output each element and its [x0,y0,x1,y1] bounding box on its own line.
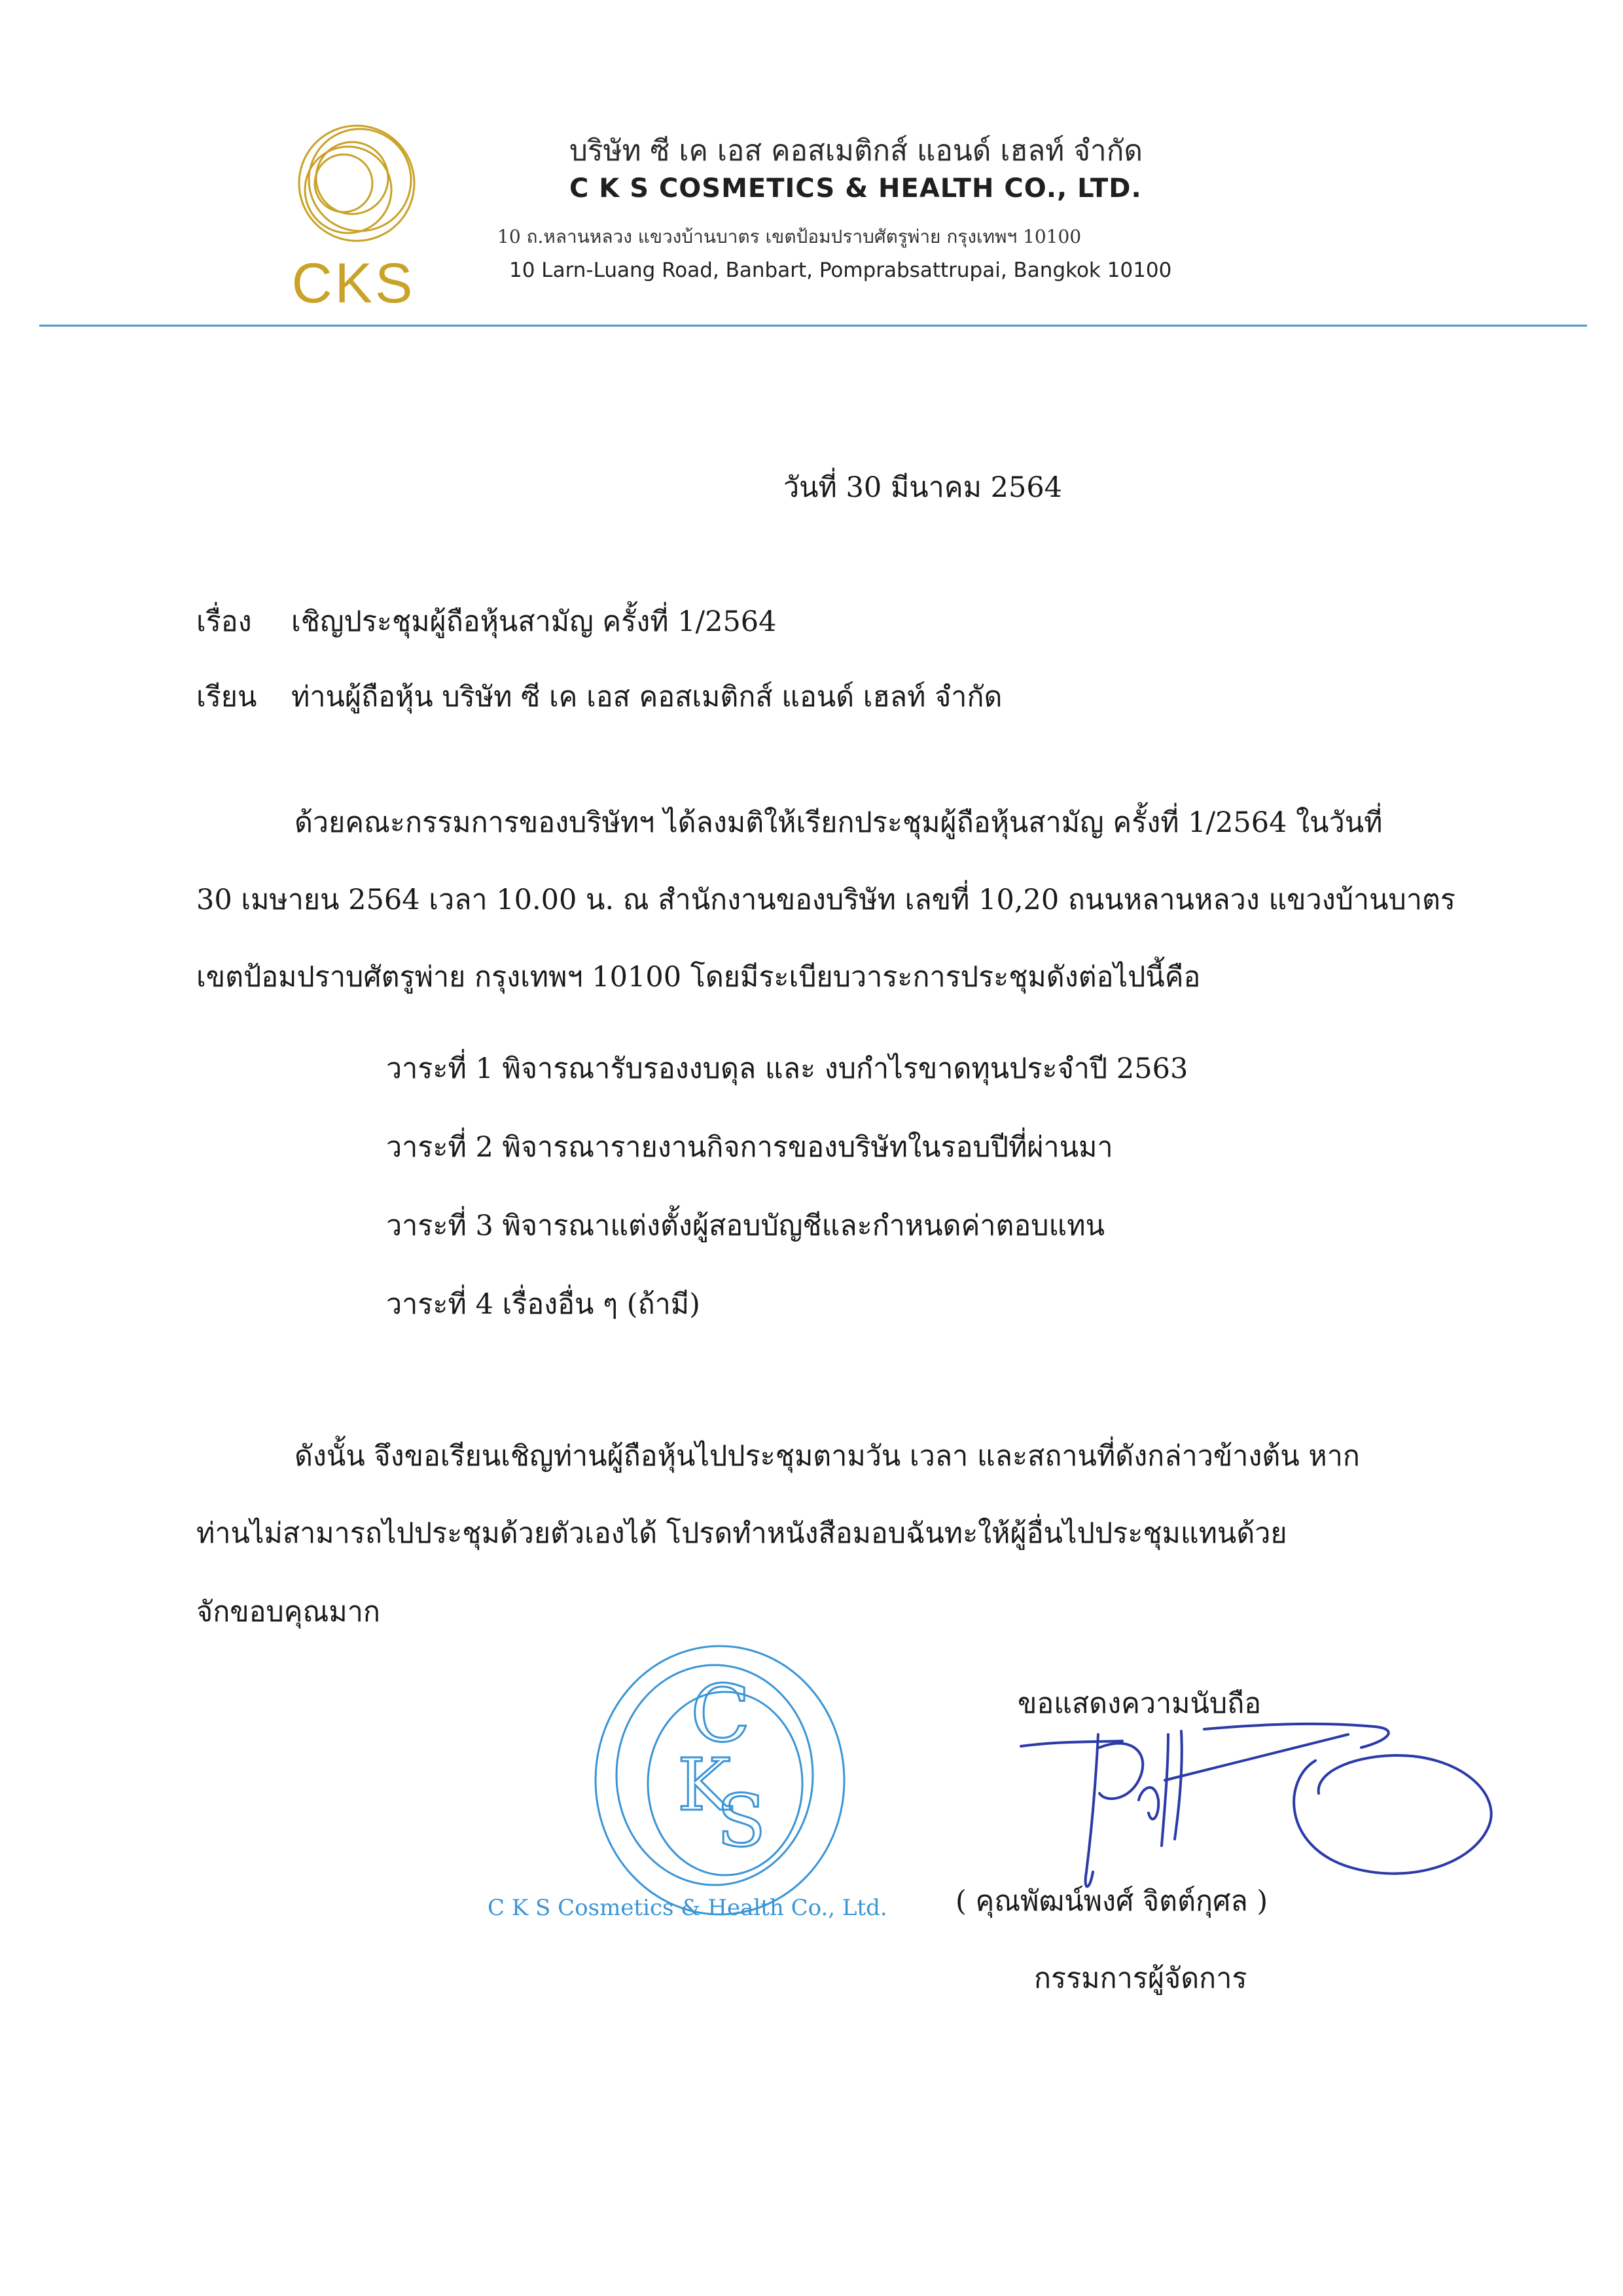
recipient-label: เรียน [196,681,257,713]
company-name-thai: บริษัท ซี เค เอส คอสเมติกส์ แอนด์ เฮลท์ จำกัด [569,134,1143,168]
paragraph1-line: เขตป้อมปราบศัตรูพ่าย กรุงเทพฯ 10100 โดยมีระเบียบวาระการประชุมดังต่อไปนี้คือ [196,961,1201,994]
signer-name: ( คุณพัฒน์พงศ์ จิตต์กุศล ) [955,1885,1268,1918]
stamp-monogram: C [690,1669,751,1760]
agenda-item: วาระที่ 3 พิจารณาแต่งตั้งผู้สอบบัญชีและกำหนดค่าตอบแทน [386,1210,1105,1242]
company-address-english: 10 Larn-Luang Road, Banbart, Pomprabsattrupai, Bangkok 10100 [509,259,1172,282]
company-stamp [543,1623,897,1937]
paragraph2-line: จักขอบคุณมาก [196,1596,380,1628]
header-divider [39,325,1587,327]
svg-text:S: S [717,1779,766,1863]
paragraph1-line: 30 เมษายน 2564 เวลา 10.00 น. ณ สำนักงานของบริษัท เลขที่ 10,20 ถนนหลานหลวง แขวงบ้านบาตร [196,884,1455,916]
letter-date: วันที่ 30 มีนาคม 2564 [783,471,1063,504]
logo-text: CKS [291,252,416,314]
company-address-thai: 10 ถ.หลานหลวง แขวงบ้านบาตร เขตป้อมปราบศัตรูพ่าย กรุงเทพฯ 10100 [497,226,1082,247]
agenda-item: วาระที่ 1 พิจารณารับรองงบดุล และ งบกำไรขาดทุนประจำปี 2563 [386,1052,1188,1085]
stamp-company-name: C K S Cosmetics & Health Co., Ltd. [488,1895,887,1921]
closing-phrase: ขอแสดงความนับถือ [1018,1687,1262,1720]
subject-text: เชิญประชุมผู้ถือหุ้นสามัญ ครั้งที่ 1/2564 [291,605,777,638]
svg-text:K: K [677,1743,732,1827]
agenda-item: วาระที่ 4 เรื่องอื่น ๆ (ถ้ามี) [386,1288,700,1321]
paragraph1-line: ด้วยคณะกรรมการของบริษัทฯ ได้ลงมติให้เรียกประชุมผู้ถือหุ้นสามัญ ครั้งที่ 1/2564 ในวันที่ [294,806,1383,839]
paragraph2-line: ดังนั้น จึงขอเรียนเชิญท่านผู้ถือหุ้นไปประชุมตามวัน เวลา และสถานที่ดังกล่าวข้างต้น หาก [294,1440,1360,1473]
company-name-english: C K S COSMETICS & HEALTH CO., LTD. [569,173,1142,204]
recipient-text: ท่านผู้ถือหุ้น บริษัท ซี เค เอส คอสเมติกส์ แอนด์ เฮลท์ จำกัด [291,681,1003,713]
subject-label: เรื่อง [196,605,252,638]
signer-position: กรรมการผู้จัดการ [1034,1962,1247,1995]
cks-logo [275,118,432,314]
paragraph2-line: ท่านไม่สามารถไปประชุมด้วยตัวเองได้ โปรดทำหนังสือมอบฉันทะให้ผู้อื่นไปประชุมแทนด้วย [196,1517,1287,1550]
agenda-item: วาระที่ 2 พิจารณารายงานกิจการของบริษัทในรอบปีที่ผ่านมา [386,1131,1113,1164]
